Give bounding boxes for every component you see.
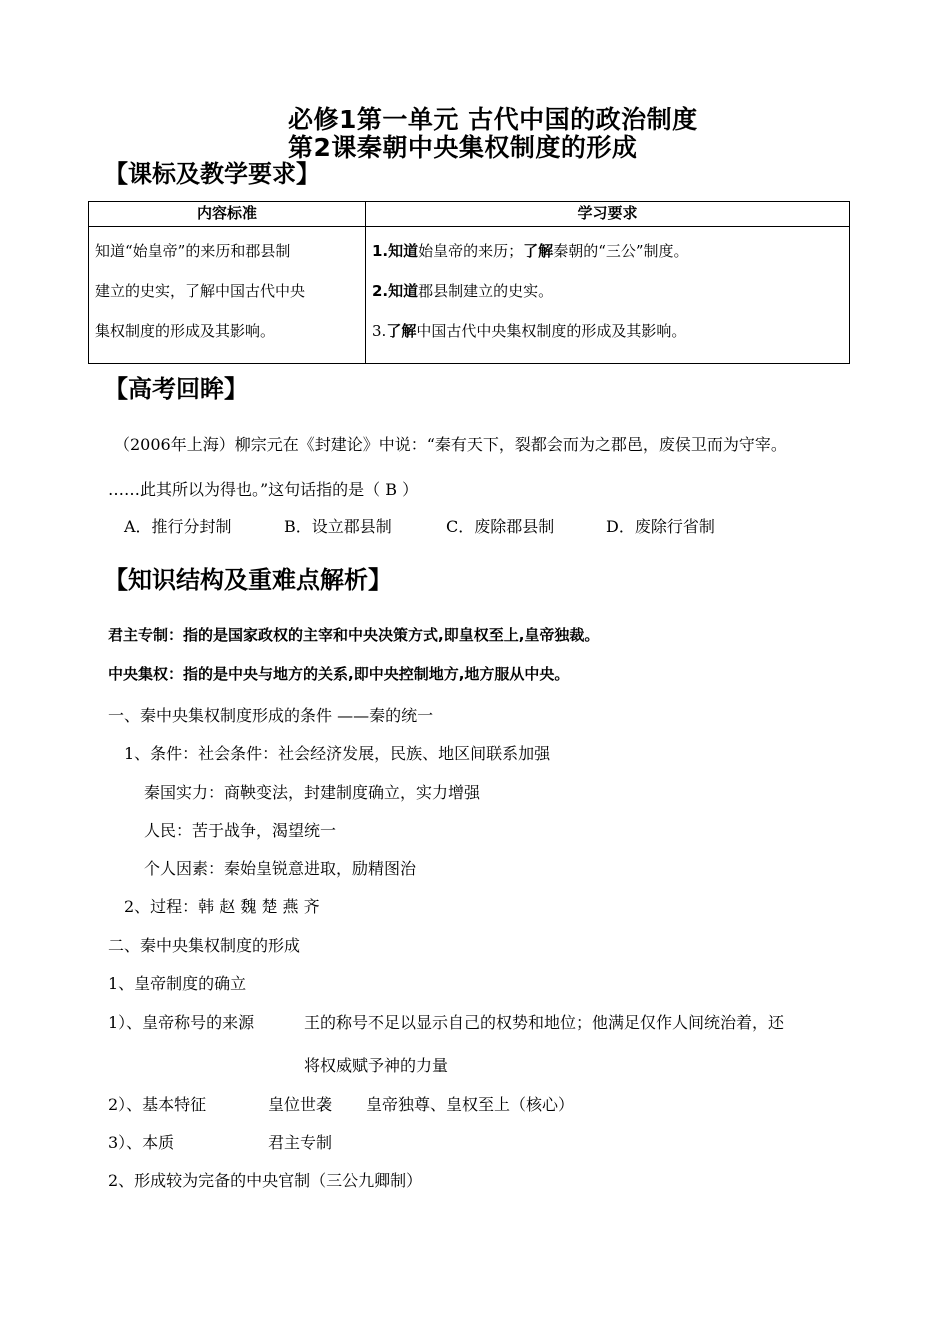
definition-autocracy: 君主专制：指的是国家政权的主宰和中央决策方式,即皇权至上,皇帝独裁。 [108,626,600,644]
requirement-item-3: 3.了解中国古代中央集权制度的形成及其影响。 [372,322,687,340]
content-standard-line: 知道“始皇帝”的来历和郡县制 [95,242,291,260]
content-standard-line: 建立的史实，了解中国古代中央 [95,282,306,300]
content-standard-line: 集权制度的形成及其影响。 [95,322,276,340]
outline-item-text: 王的称号不足以显示自己的权势和地位；他满足仅作人间统治着，还 [304,1013,785,1032]
table-header-content-standard: 内容标准 [89,202,366,227]
doc-title-line1: 必修1第一单元 古代中国的政治制度 [288,105,698,134]
exam-option-a: A．推行分封制 [124,517,232,536]
outline-item: 2、过程：韩 赵 魏 楚 燕 齐 [124,897,320,916]
table-header-row [89,202,850,227]
exam-option-c: C．废除郡县制 [446,517,555,536]
exam-option-d: D．废除行省制 [606,517,715,536]
exam-question-line2: ……此其所以为得也。”这句话指的是（ B ） [108,480,419,499]
outline-heading-2: 二、秦中央集权制度的形成 [108,936,301,955]
requirement-item-1: 1.知道始皇帝的来历；了解秦朝的“三公”制度。 [372,242,689,260]
section-heading-standards: 【课标及教学要求】 [104,160,320,188]
outline-item: 人民：苦于战争，渴望统一 [144,821,337,840]
learning-requirement-cell [366,227,850,364]
outline-item-text: 君主专制 [268,1133,333,1152]
exam-question-line1: （2006年上海）柳宗元在《封建论》中说：“秦有天下，裂都会而为之郡邑，废侯卫而为守宰。 [114,435,787,454]
table-row [89,227,850,364]
outline-item: 2、形成较为完备的中央官制（三公九卿制） [108,1171,423,1190]
section-heading-knowledge-structure: 【知识结构及重难点解析】 [104,566,392,594]
outline-item-label: 3）、本质 [108,1133,175,1152]
outline-item: 个人因素：秦始皇锐意进取，励精图治 [144,859,417,878]
outline-item-label: 2）、基本特征 [108,1095,207,1114]
exam-option-b: B．设立郡县制 [284,517,392,536]
outline-item-text: 皇位世袭 [268,1095,333,1114]
doc-title-line2: 第2课秦朝中央集权制度的形成 [288,133,638,162]
requirement-item-2: 2.知道郡县制建立的史实。 [372,282,554,300]
outline-item: 1、条件：社会条件：社会经济发展，民族、地区间联系加强 [124,744,551,763]
outline-heading-1: 一、秦中央集权制度形成的条件 ——秦的统一 [108,706,434,725]
section-heading-exam-review: 【高考回眸】 [104,375,248,403]
table-header-learning-requirement: 学习要求 [366,202,850,227]
content-standard-cell [89,227,366,364]
outline-item-label: 1）、皇帝称号的来源 [108,1013,255,1032]
requirements-table [88,201,850,364]
definition-centralization: 中央集权：指的是中央与地方的关系,即中央控制地方,地方服从中央。 [108,665,570,683]
outline-item: 秦国实力：商鞅变法，封建制度确立，实力增强 [144,783,481,802]
outline-item-text: 将权威赋予神的力量 [304,1056,449,1075]
outline-item: 1、皇帝制度的确立 [108,974,247,993]
outline-item-text: 皇帝独尊、皇权至上（核心） [366,1095,575,1114]
